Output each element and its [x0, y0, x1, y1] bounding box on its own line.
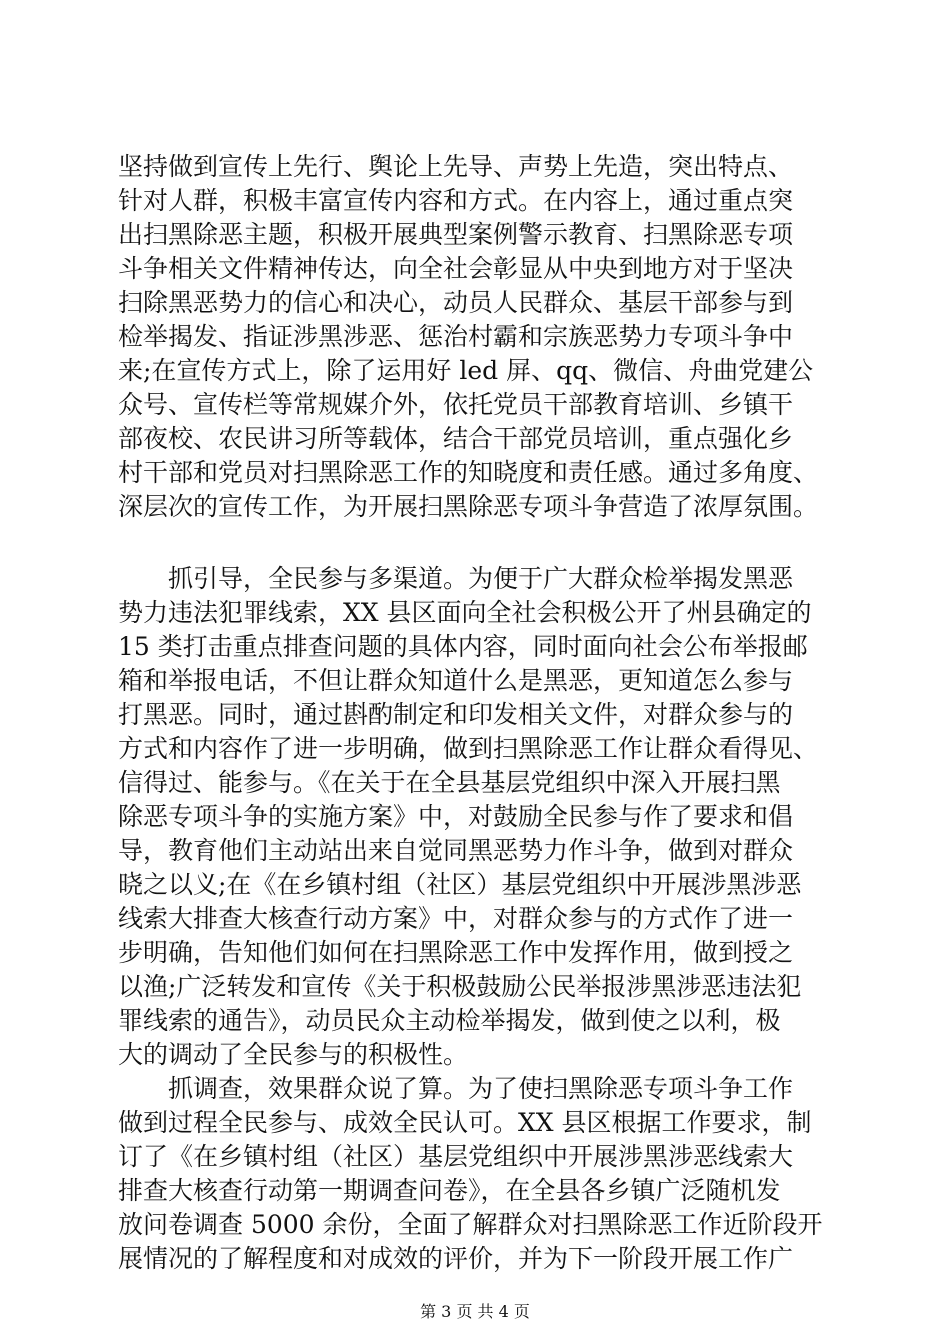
- text-line: 放问卷调查 5000 余份，全面了解群众对扫黑除恶工作近阶段开: [118, 1210, 823, 1239]
- text-line: 晓之以义;在《在乡镇村组（社区）基层党组织中开展涉黑涉恶: [118, 870, 802, 899]
- text-line: 势力违法犯罪线索，XX 县区面向全社会积极公开了州县确定的: [118, 598, 812, 627]
- text-line: 出扫黑除恶主题，积极开展典型案例警示教育、扫黑除恶专项: [118, 220, 794, 249]
- text-line: 信得过、能参与。《在关于在全县基层党组织中深入开展扫黑: [118, 768, 781, 797]
- text-line: 线索大排查大核查行动方案》中，对群众参与的方式作了进一: [118, 904, 794, 933]
- text-line: 检举揭发、指证涉黑涉恶、惩治村霸和宗族恶势力专项斗争中: [118, 322, 794, 351]
- text-line: 部夜校、农民讲习所等载体，结合干部党员培训，重点强化乡: [118, 424, 794, 453]
- text-line: 15 类打击重点排查问题的具体内容，同时面向社会公布举报邮: [118, 632, 808, 661]
- text-line: 罪线索的通告》，动员民众主动检举揭发，做到使之以利，极: [118, 1006, 781, 1035]
- text-line: 针对人群，积极丰富宣传内容和方式。在内容上，通过重点突: [118, 186, 794, 215]
- text-line: 导，教育他们主动站出来自觉同黑恶势力作斗争，做到对群众: [118, 836, 794, 865]
- text-line: 村干部和党员对扫黑除恶工作的知晓度和责任感。通过多角度、: [118, 458, 819, 487]
- text-line: 扫除黑恶势力的信心和决心，动员人民群众、基层干部参与到: [118, 288, 794, 317]
- text-line: 以渔;广泛转发和宣传《关于积极鼓励公民举报涉黑涉恶违法犯: [118, 972, 802, 1001]
- text-line: 步明确，告知他们如何在扫黑除恶工作中发挥作用，做到授之: [118, 938, 794, 967]
- text-line: 坚持做到宣传上先行、舆论上先导、声势上先造，突出特点、: [118, 152, 794, 181]
- text-line: 打黑恶。同时，通过斟酌制定和印发相关文件，对群众参与的: [118, 700, 794, 729]
- text-line: 来;在宣传方式上，除了运用好 led 屏、qq、微信、舟曲党建公: [118, 356, 814, 385]
- text-line: 排查大核查行动第一期调查问卷》，在全县各乡镇广泛随机发: [118, 1176, 781, 1205]
- text-line: 方式和内容作了进一步明确，做到扫黑除恶工作让群众看得见、: [118, 734, 819, 763]
- text-line: 展情况的了解程度和对成效的评价，并为下一阶段开展工作广: [118, 1244, 794, 1273]
- text-line: 订了《在乡镇村组（社区）基层党组织中开展涉黑涉恶线索大: [118, 1142, 794, 1171]
- text-line: 众号、宣传栏等常规媒介外，依托党员干部教育培训、乡镇干: [118, 390, 794, 419]
- text-line: 大的调动了全民参与的积极性。: [118, 1040, 469, 1069]
- text-line: 抓调查，效果群众说了算。为了使扫黑除恶专项斗争工作: [118, 1074, 794, 1103]
- text-line: 抓引导，全民参与多渠道。为便于广大群众检举揭发黑恶: [118, 564, 794, 593]
- text-line: 除恶专项斗争的实施方案》中，对鼓励全民参与作了要求和倡: [118, 802, 794, 831]
- text-line: 做到过程全民参与、成效全民认可。XX 县区根据工作要求，制: [118, 1108, 812, 1137]
- text-line: 斗争相关文件精神传达，向全社会彰显从中央到地方对于坚决: [118, 254, 794, 283]
- page-number-footer: 第 3 页 共 4 页: [420, 1302, 530, 1321]
- text-line: 深层次的宣传工作，为开展扫黑除恶专项斗争营造了浓厚氛围。: [118, 492, 819, 521]
- text-line: 箱和举报电话，不但让群众知道什么是黑恶，更知道怎么参与: [118, 666, 794, 695]
